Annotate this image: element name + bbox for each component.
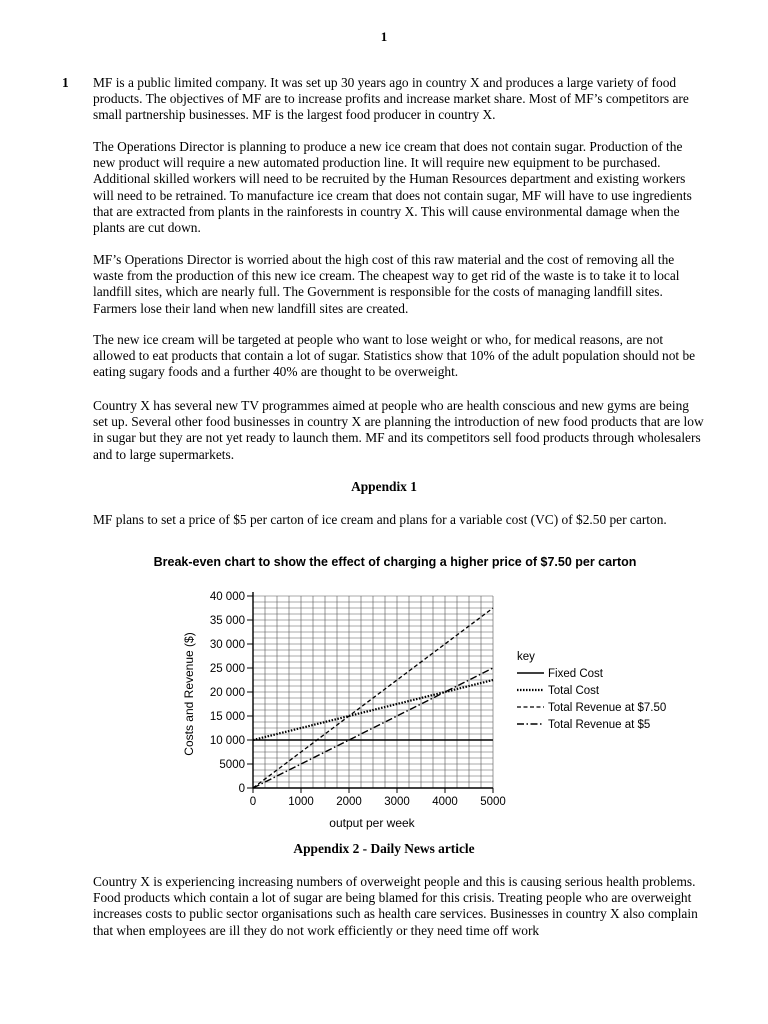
paragraph-3: MF’s Operations Director is worried about the high cost of this raw material and the cost of removing all the waste from the production of this new ice cream. The cheapest way to get rid of the waste is to take it to local landfill sites, which are nearly full. The Government is responsible for the costs of managing landfill sites. Farmers lose their land when new landfill sites are created. <box>93 252 680 316</box>
y-tick-label: 15 000 <box>209 711 245 723</box>
x-tick-label: 4000 <box>432 796 458 808</box>
chart-svg <box>150 548 670 838</box>
x-tick-label: 5000 <box>480 796 506 808</box>
y-tick-label: 30 000 <box>209 639 245 651</box>
y-tick-label: 5000 <box>219 759 245 771</box>
legend-label-fixed-cost: Fixed Cost <box>548 668 603 680</box>
y-tick-label: 10 000 <box>209 735 245 747</box>
x-tick-label: 3000 <box>384 796 410 808</box>
break-even-chart <box>150 548 670 838</box>
y-axis-label: Costs and Revenue ($) <box>182 632 196 756</box>
paragraph-5: Country X has several new TV programmes aimed at people who are health conscious and new gyms are being set up. Several other food businesses in country X are planning the introduction of new food products that are low in sugar but they are not yet ready to launch them. MF and its competitors sell food products through wholesalers and to large supermarkets. <box>93 398 704 462</box>
legend-label-total-revenue-at-7-50: Total Revenue at $7.50 <box>548 702 667 714</box>
appendix-1-text: MF plans to set a price of $5 per carton of ice cream and plans for a variable cost (VC) of $2.50 per carton. <box>93 512 667 527</box>
y-tick-label: 35 000 <box>209 615 245 627</box>
question-number: 1 <box>62 75 69 90</box>
page-number: 1 <box>380 29 388 44</box>
x-tick-label: 0 <box>249 796 257 808</box>
chart-axes <box>210 591 506 808</box>
x-axis-label: output per week <box>329 816 415 830</box>
x-tick-label: 1000 <box>288 796 314 808</box>
legend-label-total-revenue-at-5: Total Revenue at $5 <box>548 719 651 731</box>
x-tick-label: 2000 <box>336 796 362 808</box>
chart-legend <box>517 651 666 731</box>
appendix-2-heading: Appendix 2 - Daily News article <box>293 841 475 856</box>
appendix-1-heading: Appendix 1 <box>351 479 417 494</box>
paragraph-2: The Operations Director is planning to produce a new ice cream that does not contain sugar. Production of the new product will require a new automated production line. It will require new equipment to be purchased. Additional skilled workers will need to be recruited by the Human Resources department and existing workers will need to be retrained. To manufacture ice cream that does not contain sugar, MF will have to use ingredients that are extracted from plants in the rainforests in country X. This will cause environmental damage when the plants are cut down. <box>93 139 692 236</box>
legend-label-total-cost: Total Cost <box>548 685 600 697</box>
y-tick-label: 40 000 <box>209 591 245 603</box>
chart-grid <box>253 596 493 788</box>
chart-title: Break-even chart to show the effect of charging a higher price of $7.50 per carton <box>153 555 637 569</box>
paragraph-1: MF is a public limited company. It was set up 30 years ago in country X and produces a large variety of food products. The objectives of MF are to increase profits and increase market share. Most of MF’s competitors are small partnership businesses. MF is the largest food producer in country X. <box>93 75 689 123</box>
y-tick-label: 0 <box>238 783 245 795</box>
y-tick-label: 25 000 <box>209 663 245 675</box>
y-tick-label: 20 000 <box>209 687 245 699</box>
appendix-2-text: Country X is experiencing increasing numbers of overweight people and this is causing serious health problems. Food products which contain a lot of sugar are being blamed for this crisis. Treating people who are overweight increases costs to public sector organisations such as health care services. Businesses in country X also complain that when employees are ill they do not work efficiently or they need time off work <box>93 874 698 938</box>
legend-title: key <box>517 651 535 663</box>
paragraph-4: The new ice cream will be targeted at people who want to lose weight or who, for medical reasons, are not allowed to eat products that contain a lot of sugar. Statistics show that 10% of the adult population should not be eating sugary foods and a further 40% are thought to be overweight. <box>93 332 696 380</box>
